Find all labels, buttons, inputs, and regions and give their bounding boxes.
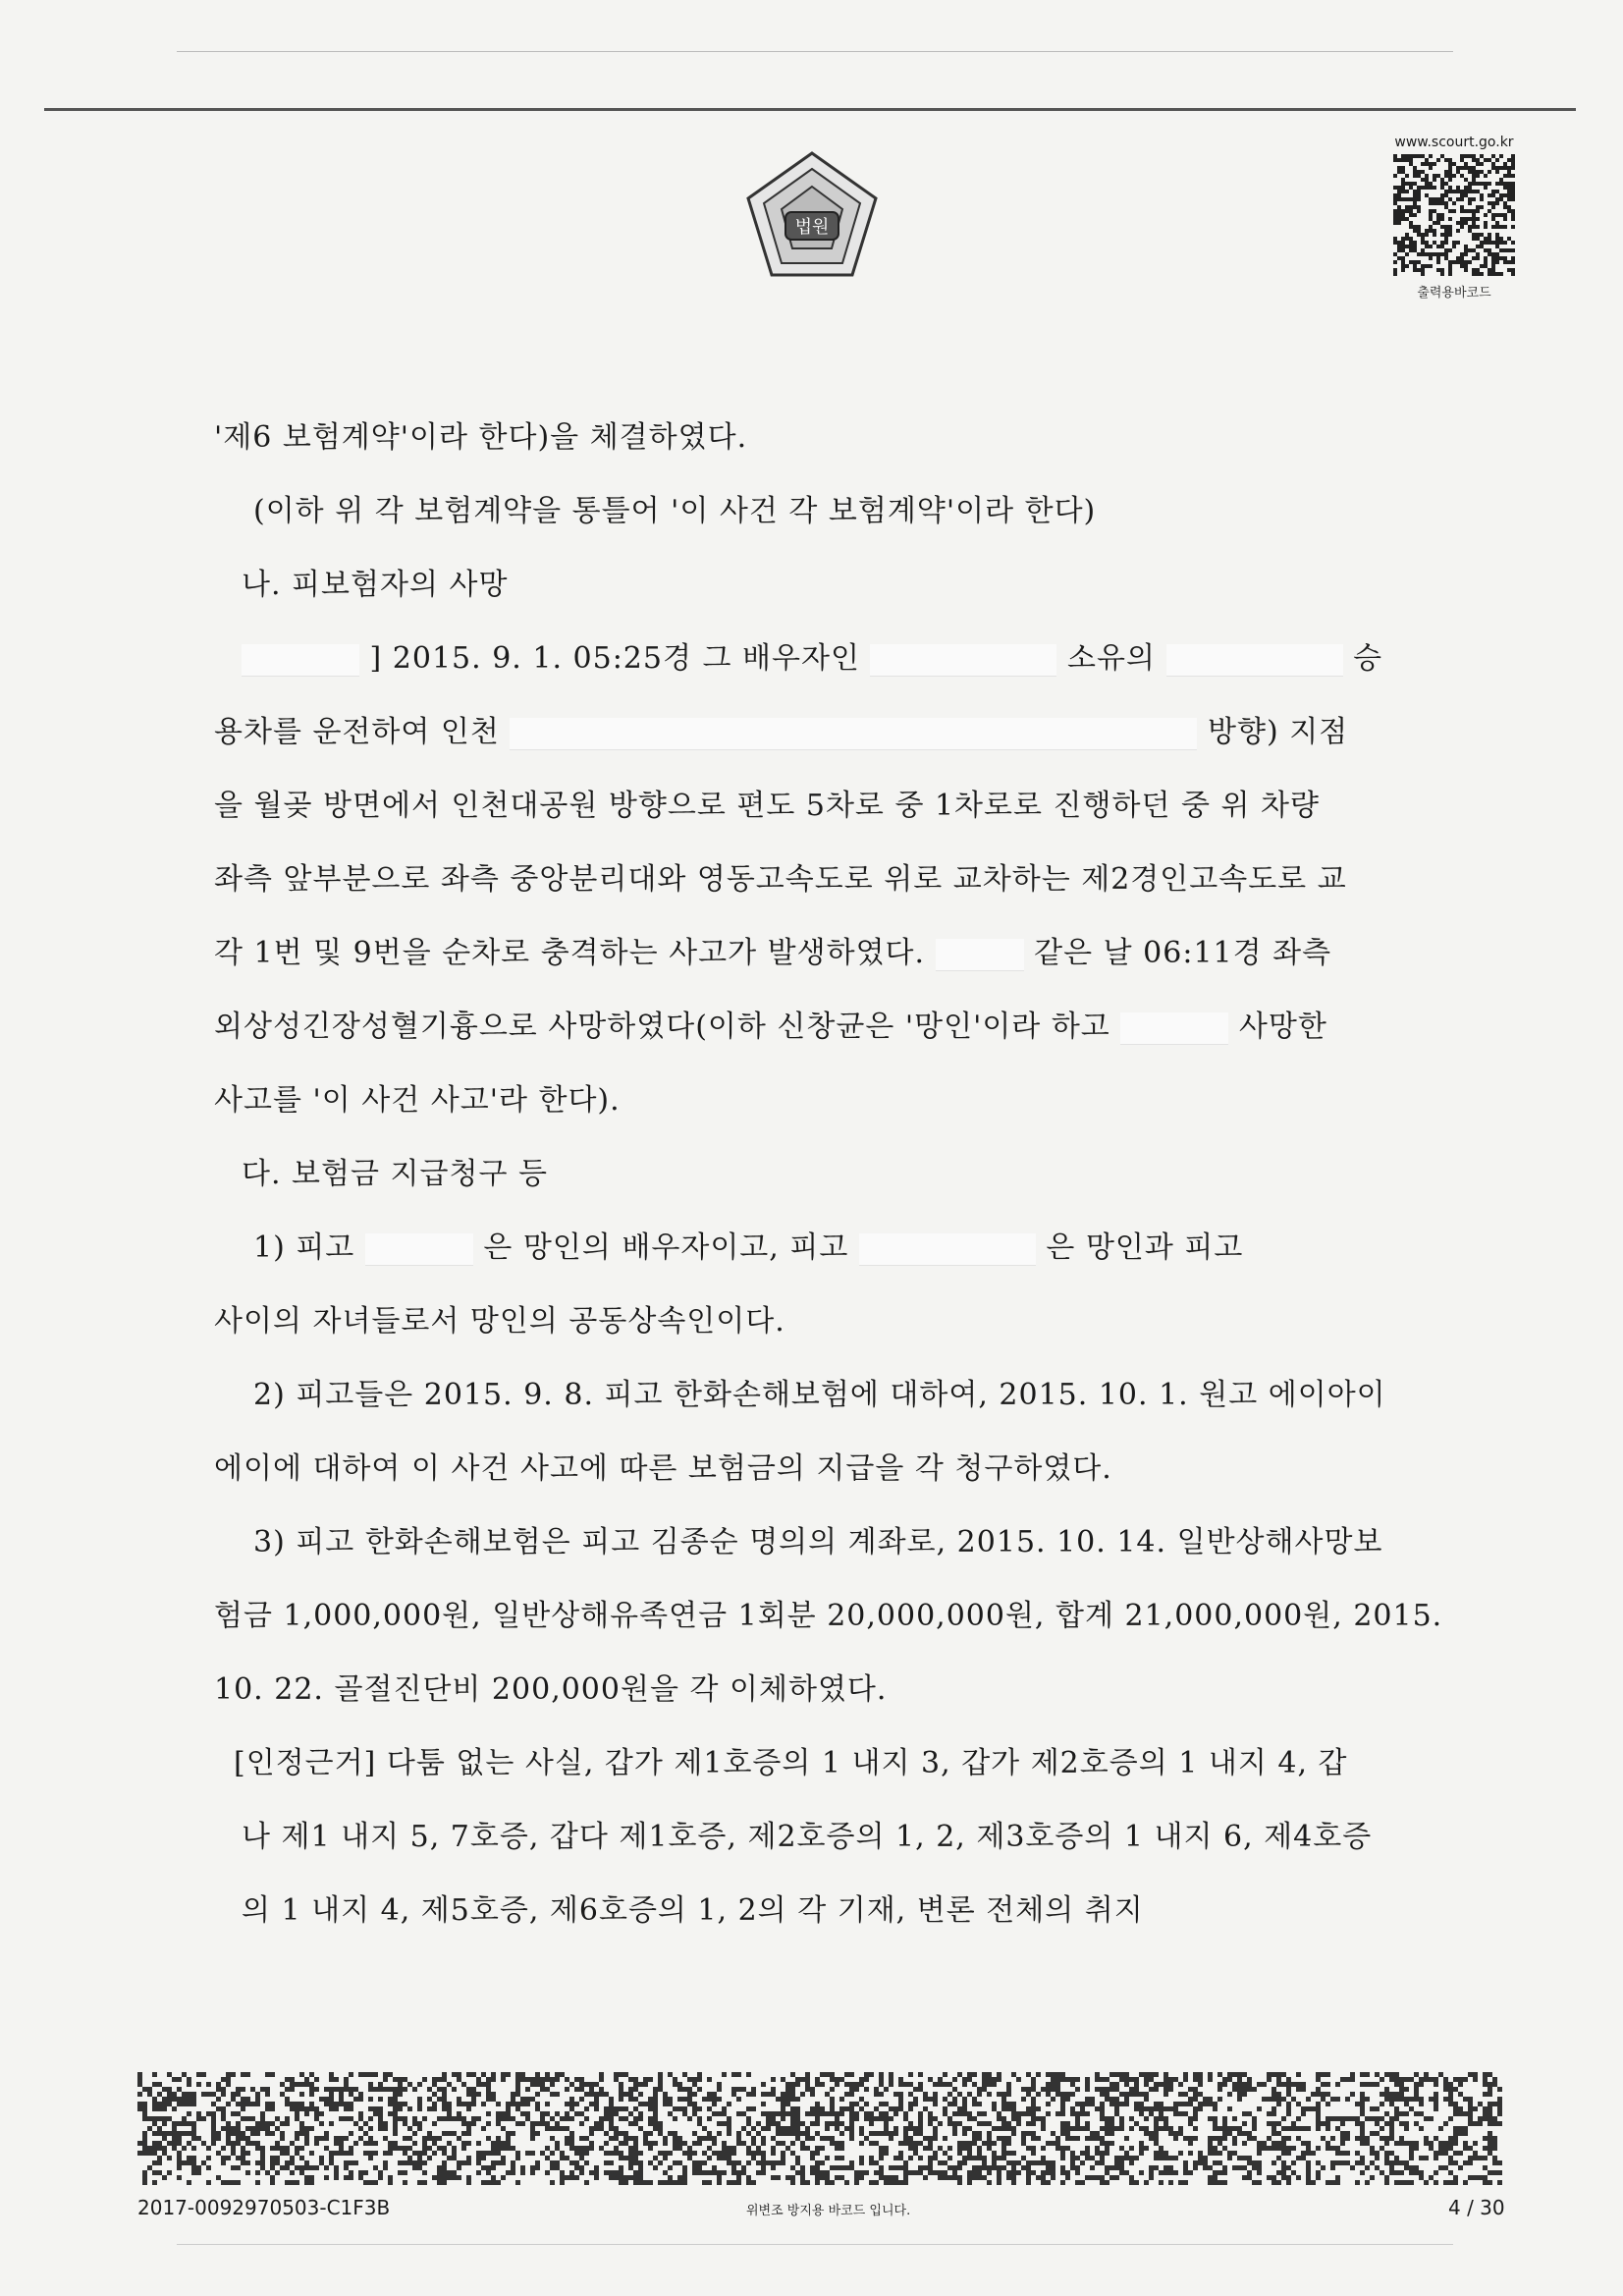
text-line (242, 633, 1382, 677)
text-segment: 1) 피고 (253, 1230, 355, 1265)
text-line: '제6 보험계약'이라 한다)을 체결하였다. (214, 420, 748, 455)
redaction-box (1120, 1012, 1228, 1045)
text-line (253, 1223, 1243, 1266)
document-id: 2017-0092970503-C1F3B (137, 2196, 391, 2219)
text-segment: ] 2015. 9. 1. 05:25경 그 배우자인 (369, 641, 860, 676)
text-line (214, 1002, 1327, 1045)
redaction-box (870, 644, 1056, 677)
text-line (214, 928, 1331, 971)
text-segment: 용차를 운전하여 인천 (214, 715, 500, 749)
text-line: 의 1 내지 4, 제5호증, 제6호증의 1, 2의 각 기재, 변론 전체의 취지 (242, 1893, 1144, 1928)
qr-caption: 출력용바코드 (1417, 286, 1491, 301)
text-segment: 소유의 (1067, 641, 1156, 676)
anti-forgery-barcode-icon (137, 2072, 1502, 2185)
text-segment: 방향) 지점 (1208, 715, 1349, 749)
text-line (214, 707, 1348, 750)
text-line: 험금 1,000,000원, 일반상해유족연금 1회분 20,000,000원, 합계 21,000,000원, 2015. (214, 1599, 1443, 1633)
redaction-box (242, 644, 359, 677)
top-rule (44, 108, 1576, 111)
text-segment: 외상성긴장성혈기흉으로 사망하였다(이하 신창균은 '망인'이라 하고 (214, 1010, 1110, 1044)
text-segment: 같은 날 06:11경 좌측 (1034, 936, 1332, 970)
text-line: 을 월곶 방면에서 인천대공원 방향으로 편도 5차로 중 1차로로 진행하던 중 위 차량 (214, 789, 1320, 823)
text-line: 10. 22. 골절진단비 200,000원을 각 이체하였다. (214, 1672, 888, 1707)
text-segment: 사망한 (1238, 1010, 1327, 1044)
text-line: 좌측 앞부분으로 좌측 중앙분리대와 영동고속도로 위로 교차하는 제2경인고속도로 교 (214, 862, 1347, 897)
redaction-box (936, 939, 1024, 971)
redaction-box (859, 1233, 1036, 1266)
text-line: [인정근거] 다툼 없는 사실, 갑가 제1호증의 1 내지 3, 갑가 제2호증의 1 내지 4, 갑 (234, 1746, 1348, 1780)
emblem-label: 법원 (794, 217, 830, 238)
text-line: 다. 보험금 지급청구 등 (242, 1157, 548, 1191)
text-line: 에이에 대하여 이 사건 사고에 따른 보험금의 지급을 각 청구하였다. (214, 1451, 1112, 1486)
text-line: 나 제1 내지 5, 7호증, 갑다 제1호증, 제2호증의 1, 2, 제3호증의 1 내지 6, 제4호증 (242, 1820, 1373, 1854)
top-faint-rule (177, 51, 1453, 52)
bottom-rule (177, 2244, 1453, 2245)
qr-code-icon (1393, 154, 1515, 276)
page-number: 4 / 30 (1448, 2196, 1505, 2219)
court-emblem-icon (738, 147, 886, 295)
site-url: www.scourt.go.kr (1394, 135, 1514, 150)
barcode-notice: 위변조 방지용 바코드 입니다. (746, 2204, 911, 2218)
text-line: 3) 피고 한화손해보험은 피고 김종순 명의의 계좌로, 2015. 10. 14. 일반상해사망보 (253, 1525, 1383, 1559)
text-line: (이하 위 각 보험계약을 통틀어 '이 사건 각 보험계약'이라 한다) (253, 494, 1097, 528)
text-segment: 은 망인과 피고 (1046, 1230, 1244, 1265)
text-line: 사이의 자녀들로서 망인의 공동상속인이다. (214, 1304, 785, 1339)
text-segment: 은 망인의 배우자이고, 피고 (483, 1230, 849, 1265)
redaction-box (1166, 644, 1343, 677)
text-segment: 승 (1353, 641, 1383, 676)
text-line: 2) 피고들은 2015. 9. 8. 피고 한화손해보험에 대하여, 2015. 10. 1. 원고 에이아이 (253, 1378, 1386, 1412)
text-line: 나. 피보험자의 사망 (242, 568, 509, 602)
redaction-box (365, 1233, 473, 1266)
text-line: 사고를 '이 사건 사고'라 한다). (214, 1083, 621, 1118)
text-segment: 각 1번 및 9번을 순차로 충격하는 사고가 발생하였다. (214, 936, 926, 970)
qr-block (1386, 135, 1522, 301)
redaction-box (510, 718, 1197, 750)
